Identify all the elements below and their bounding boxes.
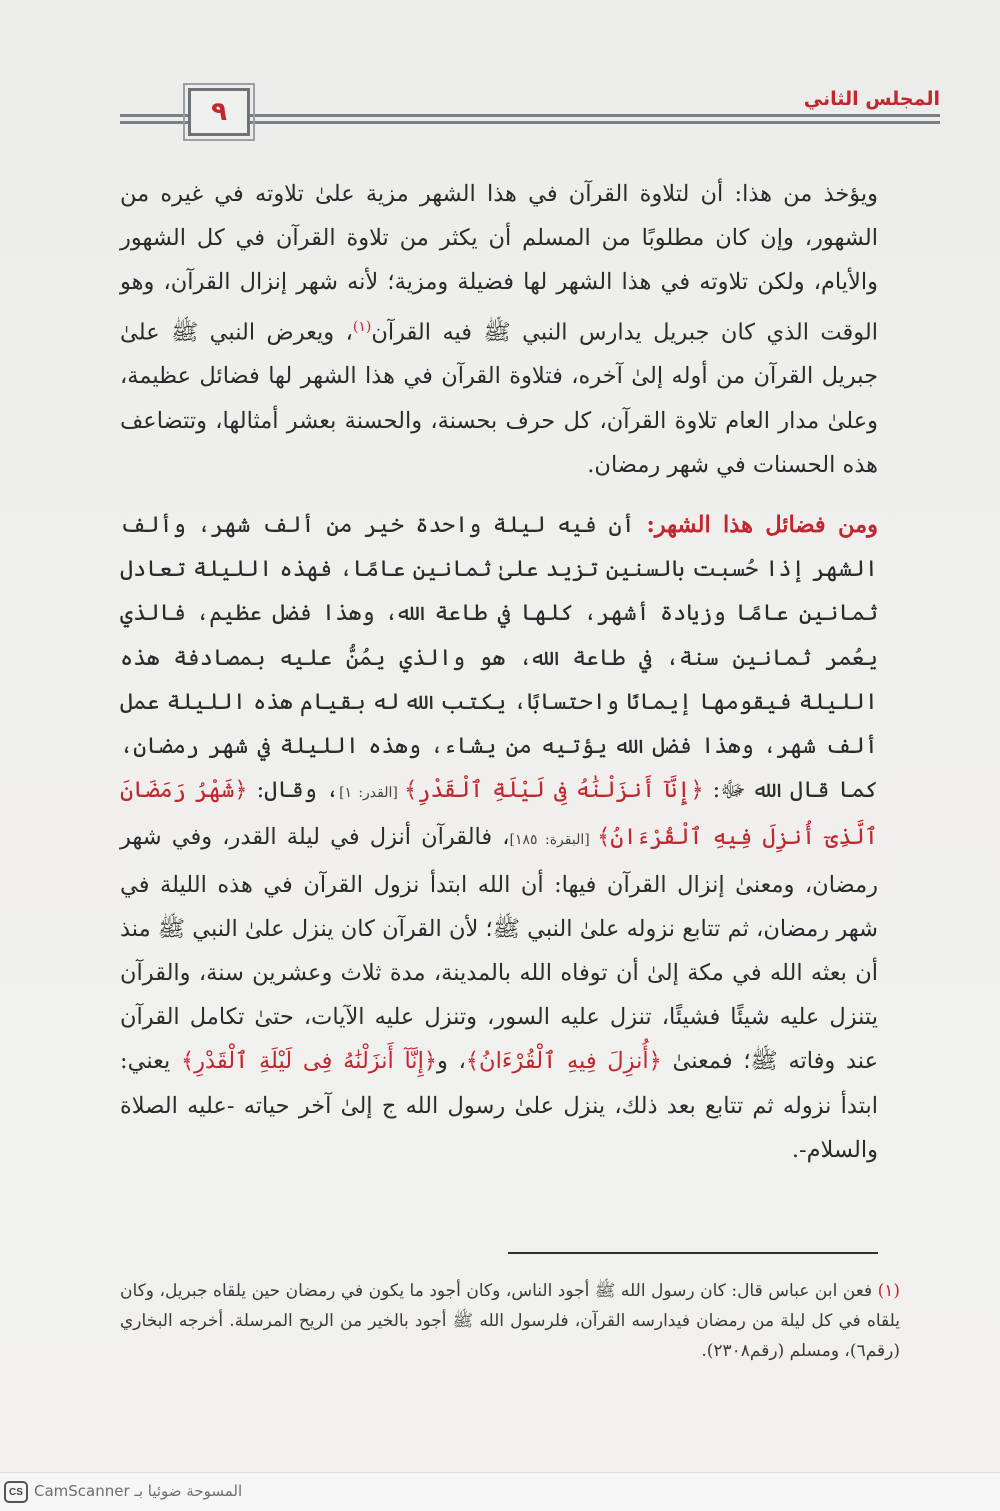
footnote <box>120 1276 900 1366</box>
paragraph-2-text-a: أن فيه ليلة واحدة خير من ألف شهر، وألف الشهر إذا حُسبت بالسنين تزيد علىٰ ثمانين عامًا، فهذه الليلة تعادل ثمانين عامًا وزيادة أشهر، كلها في طاعة الله، وهذا فضل عظيم، فالذي يعُمر ثمانين سنة، في طاعة الله، هو والذي يمُنُّ عليه بمصادفة هذه الليلة فيقومها إيمانًا واحتسابًا، يكتب الله له بقيام هذه الليلة عمل ألف شهر، وهذا فضل الله يؤتيه من يشاء، وهذه الليلة في شهر رمضان، كما قال الله ﷻ: <box>120 511 878 804</box>
camscanner-logo-icon: CS <box>4 1481 28 1503</box>
paragraph-2-text-d: ، و <box>437 1048 466 1075</box>
paragraph-2-text-b: ، وقال: <box>247 777 340 804</box>
quran-verse-2: ﴿شَهْرُ رَمَضَانَ ٱلَّذِىٓ أُنزِلَ فِيهِ ٱلْقُرْءَانُ﴾ <box>120 777 878 851</box>
paragraph-2-text-c: ، فالقرآن أنزل في ليلة القدر، وفي شهر رمضان، ومعنىٰ إنزال القرآن فيها: أن الله ابتدأ نزول القرآن في هذه الليلة في شهر رمضان، ثم تتابع نزوله علىٰ النبي ﷺ؛ لأن القرآن كان ينزل علىٰ النبي ﷺ منذ أن بعثه الله في مكة إلىٰ أن توفاه الله بالمدينة، مدة ثلاث وعشرين سنة، والقرآن يتنزل عليه شيئًا فشيئًا، تنزل عليه السور، وتنزل عليه الآيات، حتىٰ تكامل القرآن عند وفاته ﷺ؛ فمعنىٰ <box>120 824 879 1075</box>
footnote-text: فعن ابن عباس قال: كان رسول الله ﷺ أجود الناس، وكان أجود ما يكون في رمضان حين يلقاه جبريل، وكان يلقاه في كل ليلة من رمضان فيدارسه القرآن، فلرسول الله ﷺ أجود بالخير من الريح المرسلة. أخرجه البخاري (رقم٦)، ومسلم (رقم٢٣٠٨). <box>120 1281 900 1361</box>
paragraph-2-text-e: يعني: ابتدأ نزوله ثم تتابع بعد ذلك، ينزل علىٰ رسول الله ج إلىٰ آخر حياته -عليه الصلاة والسلام-. <box>120 1048 878 1163</box>
section-title: المجلس الثاني <box>794 88 940 110</box>
quran-verse-4: ﴿إِنَّآ أَنزَلْنَٰهُ فِى لَيْلَةِ ٱلْقَدْرِ﴾ <box>180 1048 438 1075</box>
paragraph-1 <box>120 172 878 487</box>
page-number: ٩ <box>211 97 227 127</box>
page-number-box <box>188 88 250 136</box>
verse-reference-2: [البقرة: ١٨٥] <box>509 832 598 849</box>
footnote-mark: (١) <box>352 318 372 335</box>
page-header <box>120 88 940 138</box>
footnote-number: (١) <box>877 1281 900 1301</box>
scanner-label: CamScanner المسوحة ضوئيا بـ <box>34 1482 243 1500</box>
footnote-divider <box>508 1252 878 1254</box>
scanner-watermark-bar <box>0 1472 1000 1511</box>
paragraph-2-lead: ومن فضائل هذا الشهر: <box>646 511 878 538</box>
paragraph-2 <box>120 503 878 1172</box>
paragraph-1-text-after: ، ويعرض النبي ﷺ علىٰ جبريل القرآن من أوله إلىٰ آخره، فتلاوة القرآن في هذا الشهر لها فضائل عظيمة، وعلىٰ مدار العام تلاوة القرآن، كل حرف بحسنة، والحسنة بعشر أمثالها، وتتضاعف هذه الحسنات في شهر رمضان. <box>120 319 878 478</box>
quran-verse-1: ﴿إِنَّآ أَنزَلْنَٰهُ فِى لَيْلَةِ ٱلْقَدْرِ﴾ <box>404 777 704 804</box>
paragraph-1-text: ويؤخذ من هذا: أن لتلاوة القرآن في هذا الشهر مزية علىٰ تلاوته في غيره من الشهور، وإن كان مطلوبًا من المسلم أن يكثر من تلاوة القرآن في كل الشهور والأيام، ولكن تلاوته في هذا الشهر لها فضيلة ومزية؛ لأنه شهر إنزال القرآن، وهو الوقت الذي كان جبريل يدارس النبي ﷺ فيه القرآن <box>120 181 878 346</box>
quran-verse-3: ﴿أُنزِلَ فِيهِ ٱلْقُرْءَانُ﴾ <box>465 1048 662 1075</box>
verse-reference-1: [القدر: ١] <box>339 785 405 802</box>
main-text <box>120 172 878 1172</box>
